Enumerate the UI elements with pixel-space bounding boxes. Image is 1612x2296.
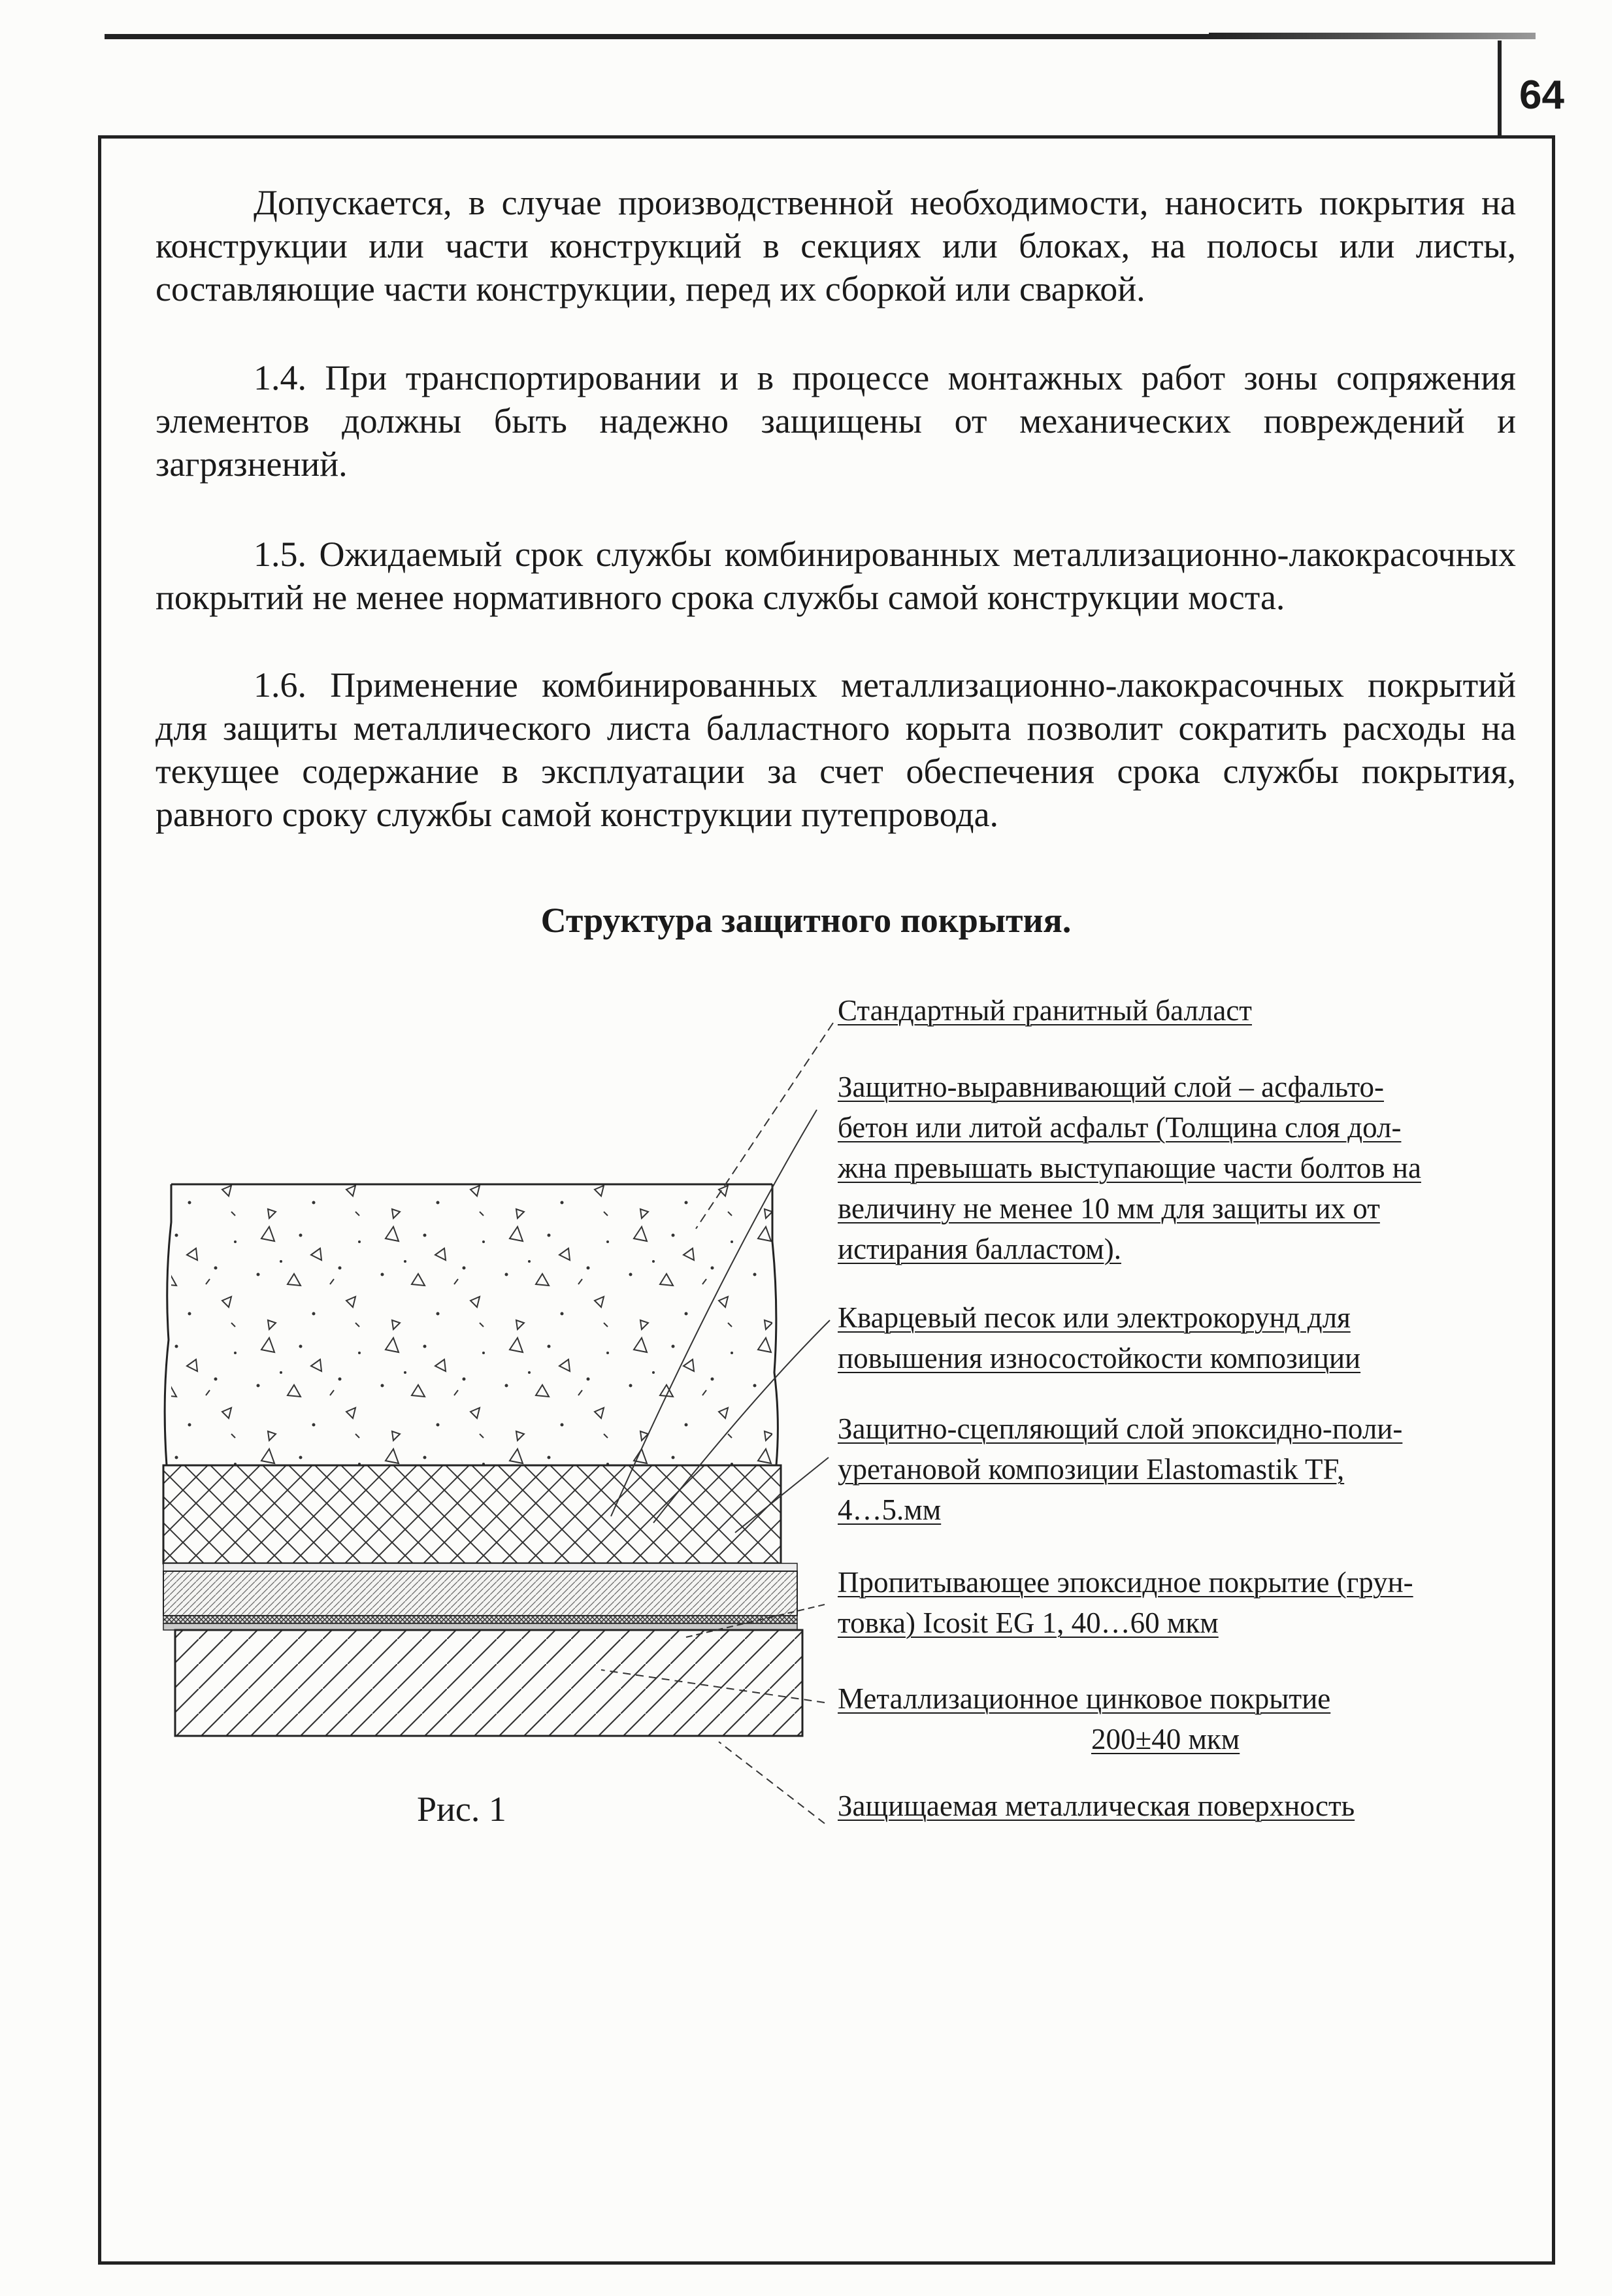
page-number: 64 — [1519, 73, 1564, 118]
paragraph-1-4: 1.4. При транспортировании и в процессе монтажных работ зоны сопряжения элементов должны быть надежно защищены от механических повреждений и загрязнений. — [156, 358, 1516, 484]
label-sand-line1: Кварцевый песок или электрокорунд для — [838, 1301, 1351, 1334]
label-ballast: Стандартный гранитный балласт — [838, 994, 1252, 1027]
label-surface: Защищаемая металлическая поверхность — [838, 1789, 1355, 1822]
steel-layer — [175, 1630, 802, 1736]
label-bonding-line2: уретановой композиции Elastomastik TF, — [838, 1453, 1345, 1486]
label-asphalt-line2: бетон или литой асфальт (Толщина слоя дол- — [838, 1111, 1402, 1144]
ballast-layer — [165, 1184, 778, 1465]
label-sand-line2: повышения износостойкости композиции — [838, 1342, 1361, 1374]
sand-layer — [163, 1563, 797, 1571]
label-primer-line1: Пропитывающее эпоксидное покрытие (грун- — [838, 1566, 1413, 1599]
label-asphalt-line3: жна превышать выступающие части болтов на — [838, 1152, 1421, 1184]
label-zinc-line1: Металлизационное цинковое покрытие — [838, 1682, 1331, 1715]
figure-title: Структура защитного покрытия. — [540, 901, 1072, 940]
paragraph-1-5: 1.5. Ожидаемый срок службы комбинированных металлизационно-лакокрасочных покрытий не менее нормативного срока службы самой конструкции моста. — [156, 535, 1516, 617]
label-bonding-line1: Защитно-сцепляющий слой эпоксидно-поли- — [838, 1412, 1403, 1445]
label-asphalt-line1: Защитно-выравнивающий слой – асфальто- — [838, 1071, 1385, 1103]
paragraph-intro: Допускается, в случае производственной необходимости, наносить покрытия на конструкции или части конструкций в секциях или блоках, на полосы или листы, составляющие части конструкции, перед их сборкой или сваркой. — [156, 183, 1516, 308]
label-zinc-line2: 200±40 мкм — [1091, 1723, 1240, 1755]
label-asphalt-line5: истирания балластом). — [838, 1233, 1121, 1265]
label-asphalt-line4: величину не менее 10 мм для защиты их от — [838, 1192, 1380, 1225]
label-bonding-line3: 4…5.мм — [838, 1493, 942, 1526]
paragraph-1-6: 1.6. Применение комбинированных металлизационно-лакокрасочных покрытий для защиты металлического листа балластного корыта позволит сократить расходы на текущее содержание в эксплуатации за счет обеспечения срока службы покрытия, равного сроку службы самой конструкции путепровода. — [156, 665, 1516, 834]
primer-layer — [163, 1616, 797, 1623]
label-primer-line2: товка) Icosit EG 1, 40…60 мкм — [838, 1606, 1219, 1639]
figure-caption: Рис. 1 — [417, 1789, 506, 1829]
bonding-layer — [163, 1571, 797, 1616]
